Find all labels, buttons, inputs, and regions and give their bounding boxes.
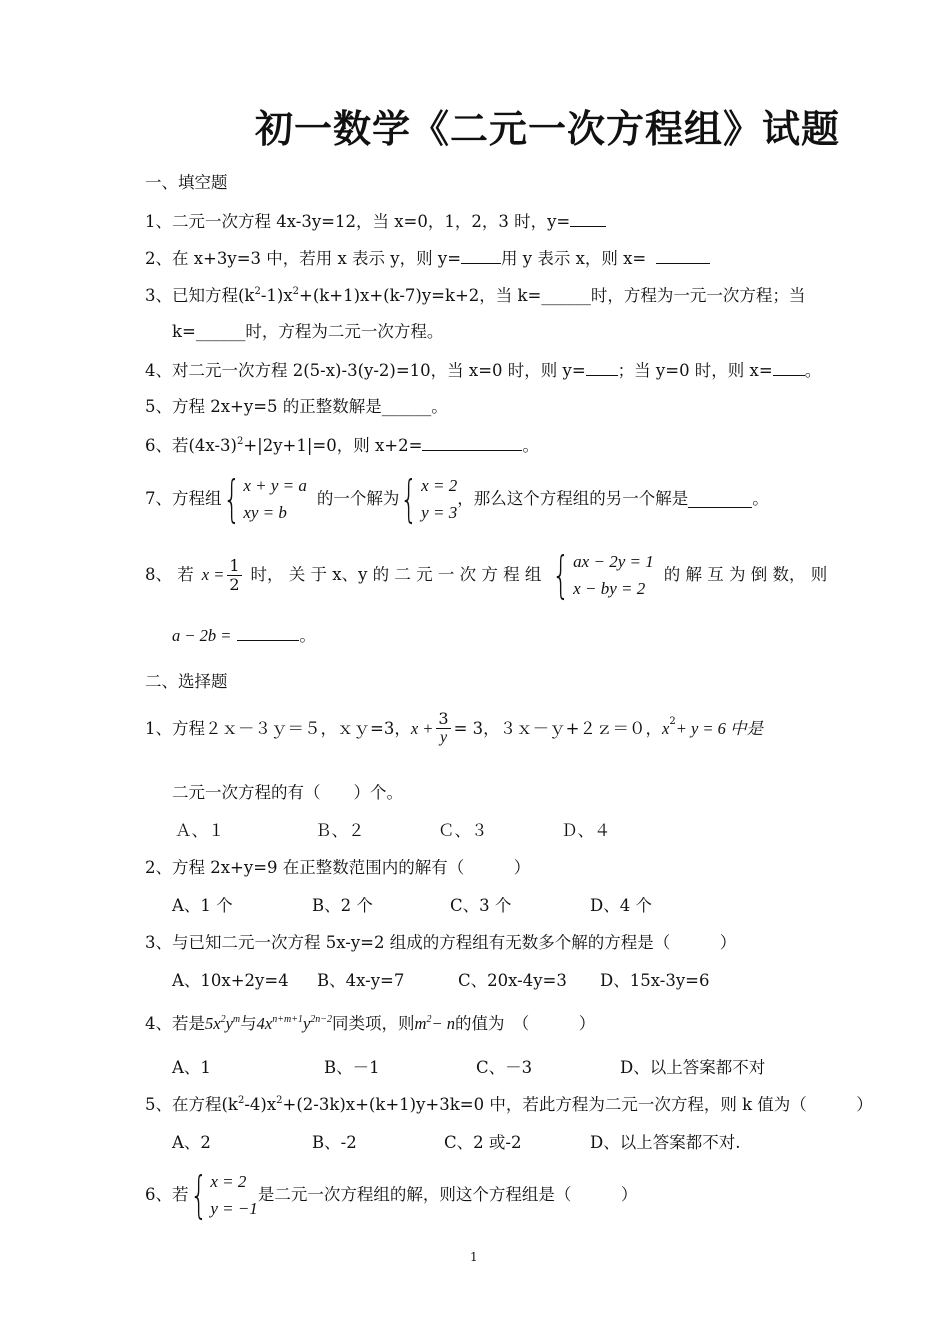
equation-row: x = 2	[421, 476, 458, 495]
answer-blank	[688, 491, 752, 508]
answer-blank	[237, 624, 299, 641]
superscript: 2n−2	[310, 1014, 333, 1025]
numerator: 1	[229, 555, 240, 575]
choice-question-1	[145, 710, 763, 747]
superscript: m	[232, 1014, 241, 1025]
question-3-text-b: -1)x	[260, 286, 293, 305]
superscript: 2	[237, 1095, 245, 1106]
superscript: 2	[276, 1095, 283, 1106]
page-number: 1	[470, 1250, 478, 1264]
brace-icon: {	[400, 470, 419, 528]
superscript: 2	[426, 1014, 432, 1025]
answer-blank	[461, 247, 501, 264]
question-6-text-a: 6、若(4x-3)	[145, 436, 237, 455]
denominator: y	[439, 729, 448, 746]
section-heading-fill-in: 一、填空题	[145, 173, 228, 192]
math-expression: y	[225, 1014, 233, 1033]
question-1	[145, 210, 606, 233]
question-4-text-b: ；当 y=0 时，则 x=	[617, 361, 773, 380]
math-expression: m	[414, 1014, 427, 1033]
choice-question-2: 2、方程 2x+y=9 在正整数范围内的解有（ ）	[145, 858, 531, 877]
choice-4-text-c: 同类项，则	[332, 1014, 415, 1033]
option-b[interactable]: Ｂ、２	[315, 821, 365, 840]
equation-row: y = 3	[421, 503, 458, 522]
choice-1-text-c: + y = 6 中是	[675, 718, 764, 738]
math-expression: x	[662, 718, 670, 738]
math-expression: 5x	[205, 1014, 221, 1033]
brace-icon: {	[189, 1166, 208, 1224]
math-expression: − n	[431, 1014, 455, 1033]
option-a[interactable]: A、2	[172, 1133, 211, 1152]
superscript: 2	[220, 1014, 226, 1025]
question-8-row	[145, 548, 827, 602]
question-4-text-c: 。	[804, 361, 822, 380]
fraction	[227, 557, 241, 594]
question-6-text-b: +|2y+1|=0，则 x+2=	[243, 436, 423, 455]
option-c[interactable]: C、2 或-2	[444, 1133, 522, 1152]
question-8	[145, 548, 827, 602]
option-d[interactable]: D、以上答案都不对.	[590, 1133, 741, 1152]
option-c[interactable]: C、20x-4y=3	[458, 971, 567, 990]
option-b[interactable]: B、4x-y=7	[317, 971, 405, 990]
option-c[interactable]: C、3 个	[450, 896, 512, 915]
question-7-text-b: 的一个解为	[316, 489, 400, 508]
brace-icon: {	[552, 546, 571, 604]
brace-icon: {	[222, 470, 241, 528]
question-8-text-b: 时， 关 于 x、y 的 二 元 一 次 方 程 组	[250, 565, 542, 584]
equation-system	[573, 548, 654, 602]
answer-blank	[773, 359, 805, 376]
question-7-text-a: 7、方程组	[145, 489, 222, 508]
numerator: 3	[438, 709, 449, 728]
question-8-text-e: 。	[299, 626, 316, 645]
answer-blank	[656, 247, 710, 264]
answer-blank	[586, 359, 618, 376]
option-a[interactable]: A、1 个	[172, 896, 233, 915]
question-1-text: 1、二元一次方程 4x-3y=12，当 x=0，1，2，3 时，y=	[145, 212, 571, 231]
math-expression: a − 2b =	[172, 626, 232, 645]
equation-row: x + y = a	[243, 476, 307, 495]
option-d[interactable]: D、15x-3y=6	[600, 971, 710, 990]
question-5: 5、方程 2x+y=5 的正整数解是______。	[145, 397, 448, 416]
choice-question-6	[145, 1168, 637, 1222]
equation-row: xy = b	[243, 503, 287, 522]
question-4	[145, 359, 821, 382]
choice-4-text-b: 与	[240, 1014, 257, 1033]
question-7-row	[145, 472, 769, 526]
question-6-text-c: 。	[522, 436, 539, 455]
question-2-text-a: 2、在 x+3y=3 中，若用 x 表示 y，则 y=	[145, 249, 462, 268]
equation-system	[421, 472, 457, 526]
option-b[interactable]: B、2 个	[312, 896, 373, 915]
choice-6-row	[145, 1168, 637, 1222]
choice-5-text-b: -4)x	[244, 1095, 277, 1114]
choice-5-text-a: 5、在方程(k	[145, 1095, 238, 1114]
equation-row: ax − 2y = 1	[573, 552, 654, 571]
answer-blank	[422, 434, 522, 451]
question-8-continued	[172, 624, 316, 647]
question-6	[145, 434, 539, 460]
choice-question-4	[145, 1013, 595, 1038]
equation-row: x = 2	[210, 1172, 247, 1191]
choice-question-3: 3、与已知二元一次方程 5x-y=2 组成的方程组有无数多个解的方程是（ ）	[145, 933, 737, 952]
option-a[interactable]: A、1	[172, 1058, 211, 1077]
question-7-text-c: ，那么这个方程组的另一个解是	[457, 489, 689, 508]
question-3-continued: k=______时，方程为二元一次方程。	[172, 322, 444, 341]
question-3	[145, 285, 805, 310]
question-8-text-c: 的 解 互 为 倒 数， 则	[663, 565, 828, 584]
superscript: 2	[292, 286, 300, 297]
math-expression: 4x	[256, 1014, 273, 1033]
denominator: 2	[229, 574, 240, 594]
superscript: 2	[254, 286, 261, 297]
equation-row: y = −1	[210, 1199, 258, 1218]
option-d[interactable]: Ｄ、４	[561, 821, 611, 840]
question-7	[145, 472, 769, 526]
superscript: 2	[669, 715, 676, 727]
option-a[interactable]: Ａ、１	[175, 821, 225, 840]
choice-1-text-b: = 3，３ｘ－ｙ+２ｚ＝０，	[453, 718, 663, 738]
choice-5-text-c: +(2-3k)x+(k+1)y+3k=0 中，若此方程为二元一次方程，则 k 值为（ ）	[282, 1095, 873, 1114]
option-d[interactable]: D、4 个	[590, 896, 652, 915]
math-expression: y	[302, 1014, 311, 1033]
question-4-text-a: 4、对二元一次方程 2(5-x)-3(y-2)=10，当 x=0 时，则 y=	[145, 361, 586, 380]
option-b[interactable]: B、-2	[312, 1133, 357, 1152]
math-expression: x =	[201, 565, 225, 584]
option-b[interactable]: B、－1	[324, 1058, 380, 1077]
page-title: 初一数学《二元一次方程组》试题	[255, 107, 841, 151]
choice-1-row	[145, 710, 763, 747]
equation-system	[210, 1168, 258, 1222]
choice-4-text-a: 4、若是	[145, 1014, 205, 1033]
equation-row: x − by = 2	[573, 579, 646, 598]
choice-6-text-a: 6、若	[145, 1185, 189, 1204]
option-c[interactable]: Ｃ、３	[438, 821, 488, 840]
math-expression: x +	[410, 718, 434, 738]
option-c[interactable]: C、－3	[476, 1058, 533, 1077]
question-2-text-b: 用 y 表示 x，则 x=	[501, 249, 652, 268]
question-3-text-c: +(k+1)x+(k-7)y=k+2，当 k=______时，方程为一元一次方程；当	[299, 286, 806, 305]
superscript: 2	[236, 436, 244, 447]
superscript: n+m+1	[272, 1014, 303, 1025]
equation-system	[243, 472, 307, 526]
choice-question-5	[145, 1094, 873, 1119]
fraction	[436, 710, 450, 747]
question-7-text-d: 。	[752, 489, 769, 508]
question-8-text-a: 8、 若	[145, 565, 194, 584]
option-a[interactable]: A、10x+2y=4	[172, 971, 289, 990]
section-heading-multiple-choice: 二、选择题	[145, 672, 228, 691]
choice-1-text-a: 1、方程２ｘ－３ｙ＝５，ｘｙ=3，	[145, 718, 411, 738]
question-2	[145, 247, 710, 270]
choice-question-1-continued: 二元一次方程的有（ ）个。	[172, 783, 403, 802]
option-d[interactable]: D、以上答案都不对	[620, 1058, 766, 1077]
choice-6-text-b: 是二元一次方程组的解，则这个方程组是（ ）	[257, 1185, 638, 1204]
answer-blank	[570, 210, 606, 227]
question-3-text-a: 3、已知方程(k	[145, 286, 255, 305]
choice-4-text-d: 的值为 （ ）	[454, 1014, 596, 1033]
